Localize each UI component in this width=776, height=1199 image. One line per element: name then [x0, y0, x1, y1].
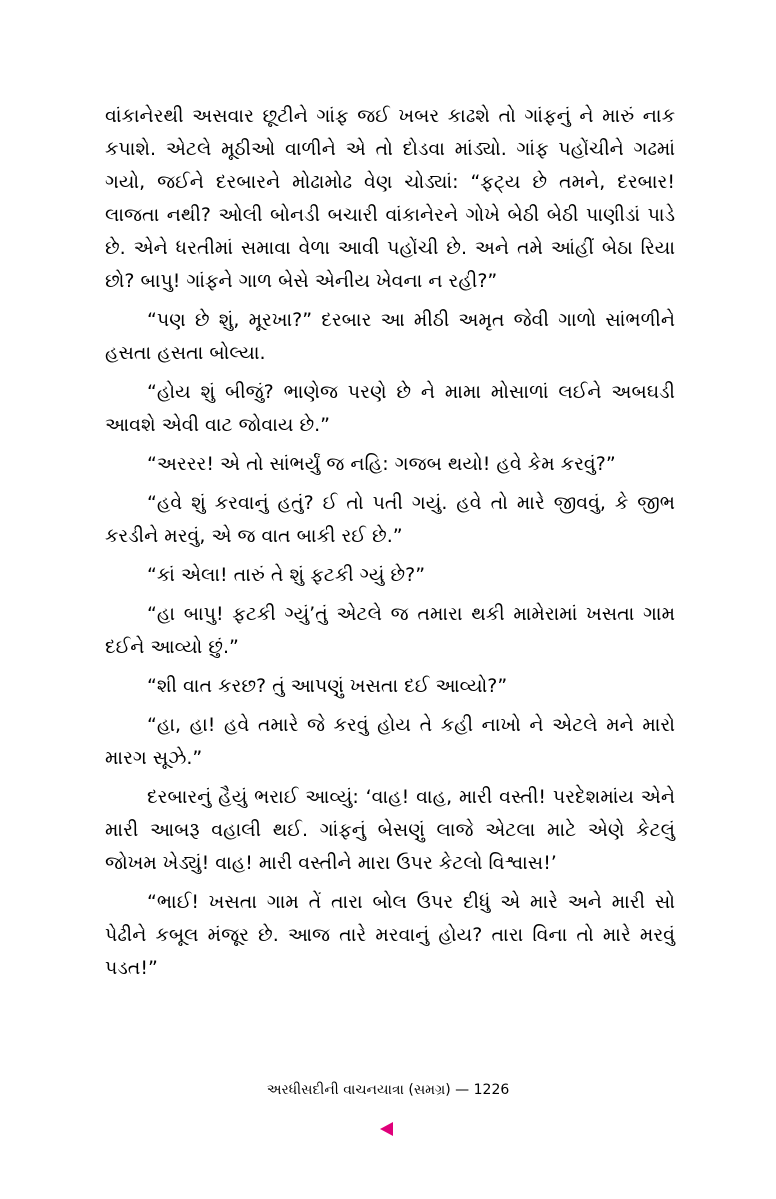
paragraph-2: “પણ છે શું, મૂરખા?” દરબાર આ મીઠી અમૃત જેવી ગાળો સાંભળીને હસતા હસતા બોલ્યા. — [105, 309, 675, 364]
paragraph-11: “ભાઈ! ખસતા ગામ તેં તારા બોલ ઉપર દીધું એ મારે અને મારી સો પેઢીને કબૂલ મંજૂર છે. આજ તારે મરવાનું હોય? તારા વિના તો મારે મરવું પડત!” — [105, 891, 675, 979]
page-footer: અરધીસદીની વાચનયાત્રા (સમગ્ર) — 1226 — [266, 1082, 510, 1098]
paragraph-9: “હા, હા! હવે તમારે જે કરવું હોય તે કહી નાખો ને એટલે મને મારો મારગ સૂઝે.” — [105, 714, 675, 769]
prev-page-arrow-icon[interactable] — [380, 1122, 393, 1136]
paragraph-6: “કાં એલા! તારું તે શું ફટકી ગ્યું છે?” — [147, 564, 426, 586]
paragraph-8: “શી વાત કરછ? તું આપણું ખસતા દઈ આવ્યો?” — [147, 675, 508, 697]
page-body — [105, 100, 675, 991]
paragraph-5: “હવે શું કરવાનું હતું? ઈ તો પતી ગયું. હવે તો મારે જીવવું, કે જીભ કરડીને મરવું, એ જ વાત બાકી રઈ છે.” — [105, 492, 675, 547]
paragraph-1: વાંકાનેરથી અસવાર છૂટીને ગાંફ જઈ ખબર કાઢશે તો ગાંફનું ને મારું નાક કપાશે. એટલે મૂઠીઓ વાળીને એ તો દોડવા માંડ્યો. ગાંફ પહોંચીને ગઢમાં ગયો, જઈને દરબારને મોઢામોઢ વેણ ચોડ્યાં: “ફટ્ય છે તમને, દરબાર! લાજતા નથી? ઓલી બોનડી બચારી વાંકાનેરને ગોખે બેઠી બેઠી પાણીડાં પાડે છે. એને ધરતીમાં સમાવા વેળા આવી પહોંચી છે. અને તમે આંહીં બેઠા રિયા છો? બાપુ! ગાંફને ગાળ બેસે એનીય ખેવના ન રહી?” — [105, 105, 675, 292]
paragraph-4: “અરરર! એ તો સાંભર્યું જ નહિ: ગજબ થયો! હવે કેમ કરવું?” — [147, 453, 616, 475]
paragraph-7: “હા બાપુ! ફટકી ગ્યું’તું એટલે જ તમારા થકી મામેરામાં ખસતા ગામ દઈને આવ્યો છું.” — [105, 603, 675, 658]
paragraph-3: “હોય શું બીજું? ભાણેજ પરણે છે ને મામા મોસાળાં લઈને અબઘડી આવશે એવી વાટ જોવાય છે.” — [105, 381, 675, 436]
paragraph-10: દરબારનું હૈયું ભરાઈ આવ્યું: ‘વાહ! વાહ, મારી વસ્તી! પરદેશમાંય એને મારી આબરૂ વહાલી થઈ. ગાંફનું બેસણું લાજે એટલા માટે એણે કેટલું જોખમ ખેડ્યું! વાહ! મારી વસ્તીને મારા ઉપર કેટલો વિશ્વાસ!’ — [105, 786, 675, 874]
